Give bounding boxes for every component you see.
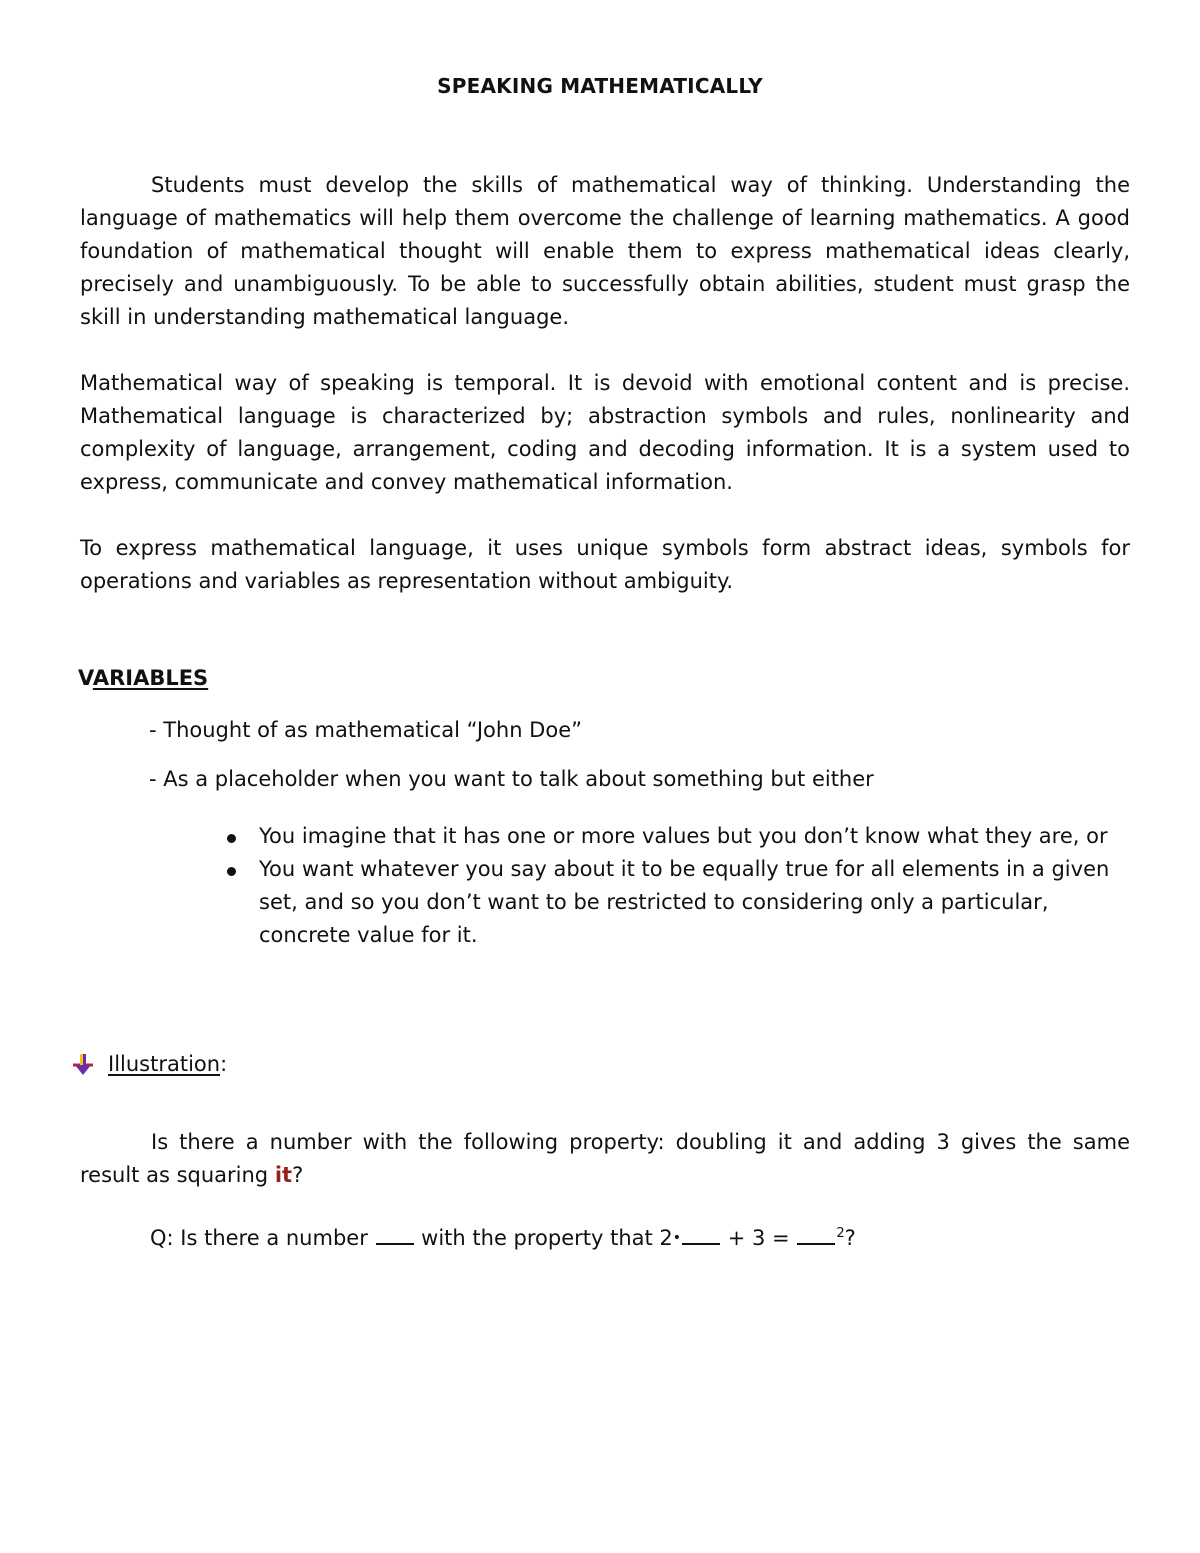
q-exponent: 2: [836, 1226, 845, 1241]
language-paragraph: Mathematical way of speaking is temporal. It is devoid with emotional content and is precise. Mathematical language is characterized by; abstraction symbols and rules, nonlinearity and complexity of language, arrangement, coding and decoding information. It is a system used to express, communicate and convey mathematical information.: [80, 371, 1130, 494]
variable-dash-item: - Thought of as mathematical “John Doe”: [149, 718, 582, 742]
variables-heading-rest: ARIABLES: [92, 666, 209, 690]
bullet-dot-icon: [227, 867, 236, 876]
q-prefix: Q: Is there a number: [150, 1226, 375, 1250]
multiply-dot: •: [672, 1230, 682, 1246]
intro-paragraph: Students must develop the skills of mathematical way of thinking. Understanding the language of mathematics will help them overcome the challenge of learning mathematics. A good foundation of mathematical thought will enable them to express mathematical ideas clearly, precisely and unambiguously. To be able to successfully obtain abilities, student must grasp the skill in understanding mathematical language.: [80, 173, 1130, 329]
bullet-text: You imagine that it has one or more values but you don’t know what they are, or: [259, 824, 1108, 848]
illustration-label: Illustration: [108, 1052, 221, 1076]
q-line: [150, 1226, 856, 1250]
document-title: SPEAKING MATHEMATICALLY: [437, 74, 763, 98]
symbols-paragraph: To express mathematical language, it uses unique symbols form abstract ideas, symbols for operations and variables as representation without ambiguity.: [80, 536, 1130, 593]
illustration-question: [80, 1126, 1130, 1192]
illustration-colon: :: [220, 1052, 228, 1076]
variables-heading: [78, 666, 208, 690]
bullet-text: You want whatever you say about it to be equally true for all elements in a given set, and so you don’t want to be restricted to considering only a particular, concrete value for it.: [259, 857, 1110, 947]
illustration-heading: [70, 1051, 227, 1077]
bullet-dot-icon: [227, 834, 236, 843]
question-highlight: it: [274, 1163, 293, 1187]
q-end: ?: [844, 1226, 856, 1250]
q-middle: with the property that 2: [414, 1226, 673, 1250]
list-item: [224, 853, 1114, 952]
question-text: Is there a number with the following property: doubling it and adding 3 gives the same result as squaring: [80, 1130, 1130, 1187]
variable-bullet-list: [224, 820, 1114, 952]
blank: [797, 1242, 835, 1245]
arrow-down-icon: [70, 1051, 96, 1077]
blank: [376, 1242, 414, 1245]
question-end: ?: [292, 1163, 304, 1187]
variable-dash-item: - As a placeholder when you want to talk about something but either: [149, 767, 874, 791]
variables-heading-first: V: [78, 666, 93, 690]
list-item: [224, 820, 1114, 853]
q-plus: + 3 =: [721, 1226, 797, 1250]
blank: [682, 1242, 720, 1245]
